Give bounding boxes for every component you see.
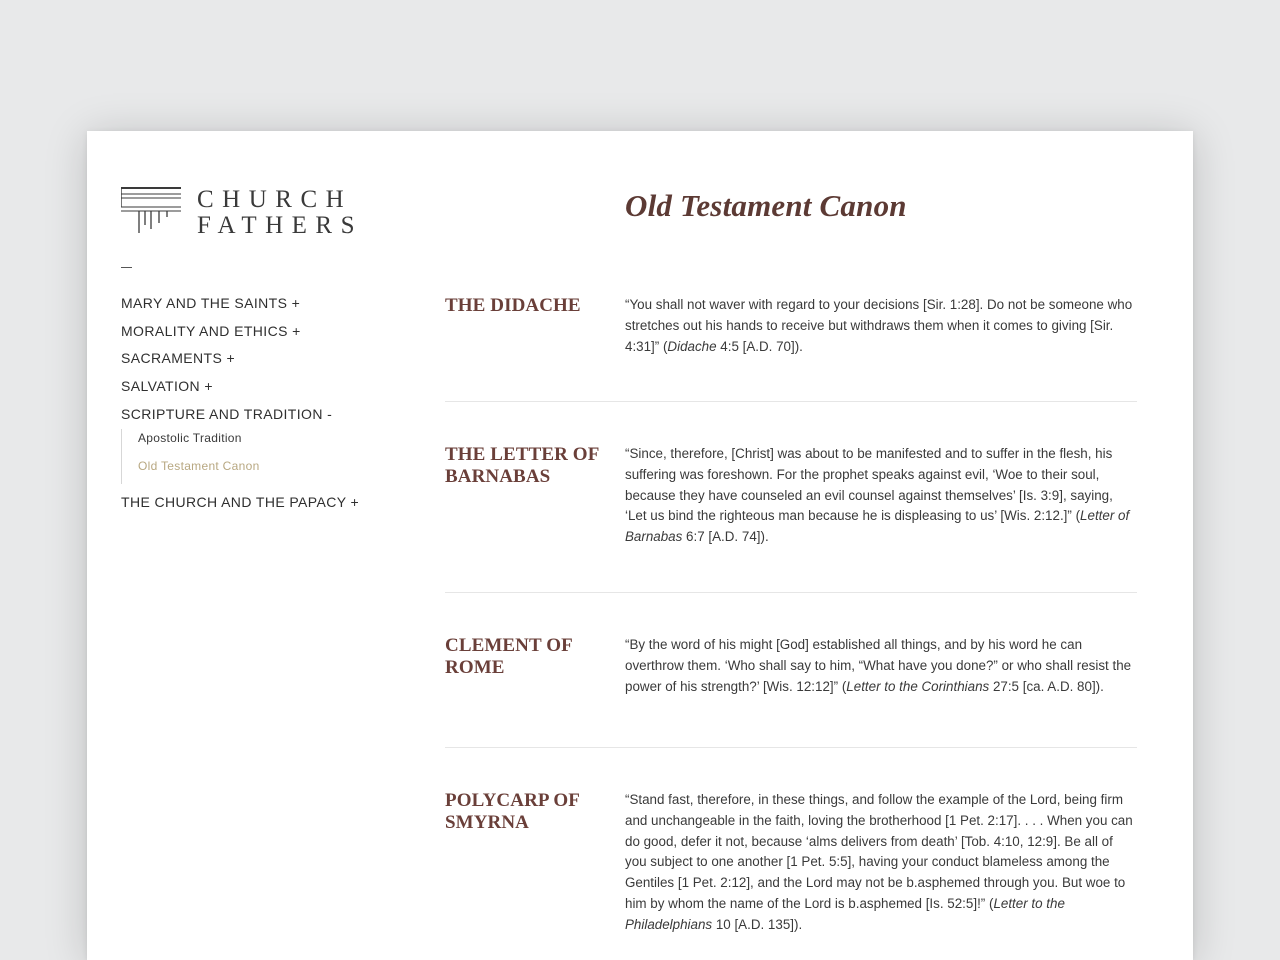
entry-name: THE DIDACHE (445, 295, 581, 316)
entry-quote (625, 295, 1137, 357)
nav-item-mary-and-the-saints[interactable]: MARY AND THE SAINTS + (121, 295, 301, 311)
subnav-item-apostolic-tradition[interactable]: Apostolic Tradition (138, 431, 242, 446)
nav-item-sacraments[interactable]: SACRAMENTS + (121, 350, 236, 367)
entry-divider (445, 747, 1137, 748)
quote-citation: 4:5 [A.D. 70]). (716, 338, 803, 354)
logo-wordmark (197, 187, 363, 239)
quote-citation: 27:5 [ca. A.D. 80]). (989, 678, 1104, 694)
logo-line-2: FATHERS (197, 212, 364, 239)
quote-source-title: Didache (667, 338, 717, 354)
quote-text: “Since, therefore, [Christ] was about to be manifested and to suffer in the flesh, his suffering was foreshown. For the prophet speaks against evil, ‘Woe to their soul, because they have counseled an evil counsel against themselves’ [Is. 3:9], saying, ‘Let us bind the righteous man because he is displeasing to us’ [Wis. 2:12.]” ( (625, 446, 1113, 524)
page-card (87, 131, 1193, 960)
entry-quote (625, 790, 1137, 936)
entry-name: CLEMENT OF ROME (445, 635, 573, 678)
subnav-scripture-and-tradition (121, 429, 421, 484)
quote-source-title: Letter to the Corinthians (846, 678, 990, 694)
quote-text: “By the word of his might [God] established all things, and by his word he can overthrow them. ‘Who shall say to him, “What have you done?” or who shall resist the power of his strength?’ [Wis. 12:12]” ( (625, 637, 1132, 694)
logo-line-1: CHURCH (197, 186, 353, 213)
nav-item-the-church-and-the-papacy[interactable]: THE CHURCH AND THE PAPACY + (121, 494, 360, 511)
quote-text: “Stand fast, therefore, in these things, and follow the example of the Lord, being firm and unchangeable in the faith, loving the brotherhood [1 Pet. 2:17]. . . . When you can do good, defer it not, because ‘alms delivers from death’ [Tob. 4:10, 12:9]. Be all of you subject to one another [1 Pet. 5:5], having your conduct blameless among the Gentiles [1 Pet. 2:12], and the Lord may not be b.asphemed through you. But woe to him by whom the name of the Lord is b.asphemed [Is. 52:5]!” ( (625, 792, 1133, 911)
nav-subnav-wrapper (121, 429, 421, 484)
subnav-item-old-testament-canon[interactable]: Old Testament Canon (138, 458, 260, 473)
entry-quote (625, 635, 1137, 697)
page-title: Old Testament Canon (625, 188, 907, 223)
entry-quote (625, 444, 1137, 548)
nav-divider-dash (121, 267, 132, 268)
quote-text: “You shall not waver with regard to your decisions [Sir. 1:28]. Do not be someone who stretches out his hands to receive but withdraws them when it comes to giving [Sir. 4:31]” ( (625, 297, 1133, 354)
quote-source-title: Letter to the Philadelphians (625, 895, 1065, 932)
entry-name: POLYCARP OF SMYRNA (445, 790, 580, 833)
quote-citation: 6:7 [A.D. 74]). (682, 529, 769, 545)
quote-citation: 10 [A.D. 135]). (712, 916, 803, 932)
site-logo[interactable] (121, 187, 371, 239)
entry-name: THE LETTER OF BARNABAS (445, 444, 599, 487)
entry-divider (445, 592, 1137, 593)
nav-item-salvation[interactable]: SALVATION + (121, 378, 213, 395)
entry-divider (445, 401, 1137, 402)
quote-source-title: Letter of Barnabas (625, 508, 1130, 545)
column-logo-icon (121, 187, 183, 237)
nav-item-scripture-and-tradition[interactable]: SCRIPTURE AND TRADITION - (121, 405, 333, 422)
nav-item-morality-and-ethics[interactable]: MORALITY AND ETHICS + (121, 322, 301, 339)
sidebar-nav (121, 294, 421, 521)
